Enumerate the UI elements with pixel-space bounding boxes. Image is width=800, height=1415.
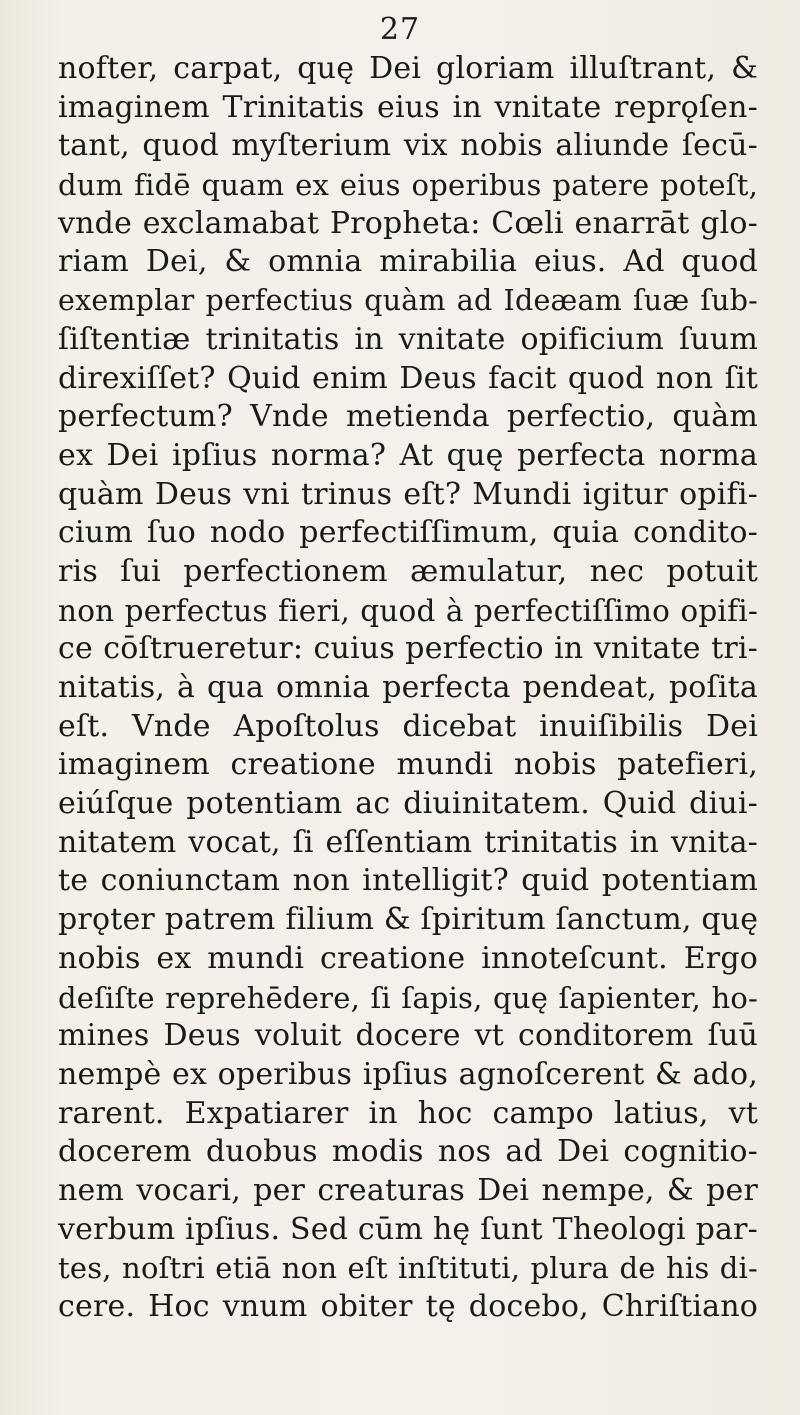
text-line: cium ſuo nodo perfectiſſimum, quia condito- bbox=[58, 515, 758, 551]
text-line: eſt. Vnde Apoſtolus dicebat inuiſibilis Dei bbox=[58, 708, 758, 744]
text-line: rarent. Expatiarer in hoc campo latius, vt bbox=[58, 1095, 758, 1131]
text-line: mines Deus voluit docere vt conditorem ſuū bbox=[58, 1018, 758, 1054]
body-text bbox=[58, 50, 758, 1327]
text-line: nitatis, à qua omnia perfecta pendeat, poſita bbox=[58, 670, 758, 705]
text-line: te coniunctam non intelligit? quid potentiam bbox=[58, 863, 758, 899]
text-line: nofter, carpat, quę Dei gloriam illuſtrant, & bbox=[58, 51, 758, 86]
text-line: nem vocari, per creaturas Dei nempe, & per bbox=[58, 1172, 758, 1208]
text-line: nobis ex mundi creatione innoteſcunt. Ergo bbox=[58, 940, 758, 976]
page-number: 27 bbox=[379, 12, 421, 47]
text-line: docerem duobus modis nos ad Dei cognitio- bbox=[58, 1134, 758, 1170]
text-line: dum fidē quam ex eius operibus patere poteſt, bbox=[58, 168, 758, 203]
text-line: perfectum? Vnde metienda perfectio, quàm bbox=[58, 399, 758, 435]
text-line: eiúſque potentiam ac diuinitatem. Quid diui- bbox=[58, 786, 758, 822]
text-line: verbum ipſius. Sed cūm hę ſunt Theologi par- bbox=[58, 1211, 758, 1247]
text-line: exemplar perfectius quàm ad Ideæam ſuæ ſub- bbox=[58, 284, 758, 318]
text-line: tes, noſtri etiā non eſt inſtituti, plura de his di- bbox=[58, 1251, 758, 1286]
text-line: quàm Deus vni trinus eſt? Mundi igitur opifi- bbox=[58, 476, 758, 512]
text-line: imaginem creatione mundi nobis patefieri, bbox=[58, 747, 758, 783]
text-line: nempè ex operibus ipſius agnoſcerent & ado, bbox=[58, 1056, 758, 1092]
text-line: ce cōſtrueretur: cuius perfectio in vnitate tri- bbox=[58, 631, 758, 667]
text-line: imaginem Trinitatis eius in vnitate reprǫſen- bbox=[58, 89, 758, 125]
text-line: tant, quod myſterium vix nobis aliunde ſecū- bbox=[58, 128, 758, 164]
text-line: prǫter patrem filium & ſpiritum ſanctum, quę bbox=[58, 902, 759, 938]
text-line: riam Dei, & omnia mirabilia eius. Ad quod bbox=[58, 244, 758, 280]
text-line: ex Dei ipſius norma? At quę perfecta norma bbox=[58, 437, 758, 473]
text-line: ris ſui perfectionem æmulatur, nec potuit bbox=[58, 553, 758, 589]
text-line: vnde exclamabat Propheta: Cœli enarrāt glo- bbox=[58, 205, 758, 241]
text-line: non perfectus fieri, quod à perfectiſſimo opifi- bbox=[58, 593, 758, 628]
text-line: cere. Hoc vnum obiter tę docebo, Chriſtiano bbox=[58, 1289, 758, 1324]
text-line: direxiſſet? Quid enim Deus facit quod non ſit bbox=[58, 360, 758, 396]
text-line: ſiſtentiæ trinitatis in vnitate opificium ſuum bbox=[58, 321, 758, 357]
text-line: nitatem vocat, ſi eſſentiam trinitatis in vnita- bbox=[58, 824, 758, 860]
text-line: deſiſte reprehēdere, ſi ſapis, quę ſapienter, ho- bbox=[58, 980, 758, 1015]
